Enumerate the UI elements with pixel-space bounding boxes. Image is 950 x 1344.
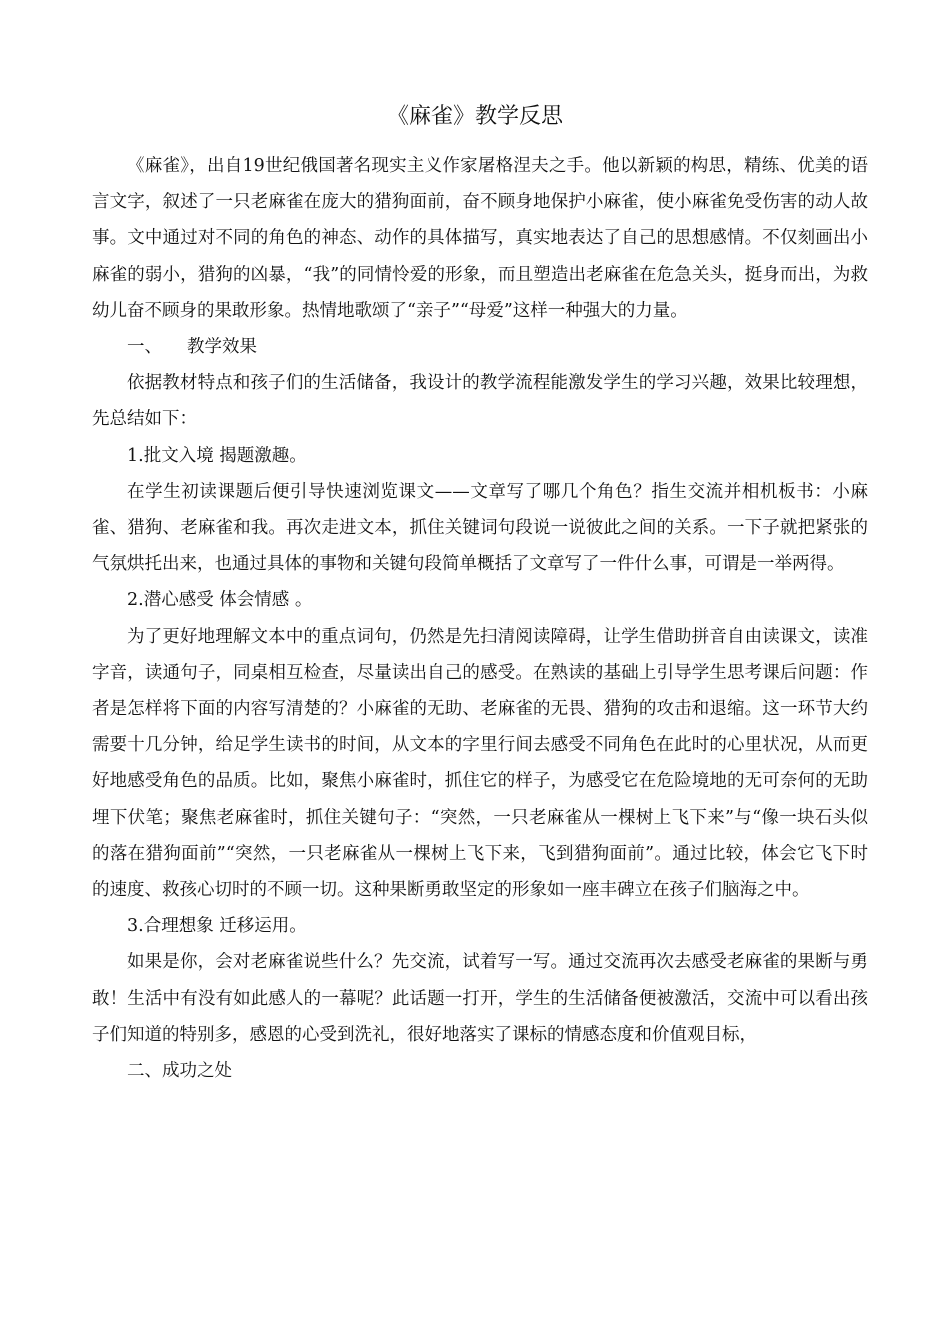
item-3-heading: 3.合理想象 迁移运用。 bbox=[127, 916, 307, 937]
item-2-heading: 2.潜心感受 体会情感 。 bbox=[127, 590, 313, 611]
item-1-paragraph: 在学生初读课题后便引导快速浏览课文——文章写了哪几个角色？指生交流并相机板书：小麻雀、猎狗、老麻雀和我。再次走进文本，抓住关键词句段说一说彼此之间的关系。一下子就把紧张的气氛烘托出来，也通过具体的事物和关键句段简单概括了文章写了一件什么事，可谓是一举两得。 bbox=[92, 481, 868, 575]
section-2-heading: 二、成功之处 bbox=[127, 1061, 232, 1082]
document-title: 《麻雀》教学反思 bbox=[386, 104, 563, 129]
document-body bbox=[92, 148, 868, 1089]
item-3-paragraph: 如果是你，会对老麻雀说些什么？先交流，试着写一写。通过交流再次去感受老麻雀的果断与勇敢！生活中有没有如此感人的一幕呢？此话题一打开，学生的生活储备便被激活，交流中可以看出孩子们知道的特别多，感恩的心受到洗礼，很好地落实了课标的情感态度和价值观目标， bbox=[92, 952, 868, 1045]
item-2-paragraph: 为了更好地理解文本中的重点词句，仍然是先扫清阅读障碍，让学生借助拼音自由读课文，读准字音，读通句子，同桌相互检查，尽量读出自己的感受。在熟读的基础上引导学生思考课后问题：作者是怎样将下面的内容写清楚的？小麻雀的无助、老麻雀的无畏、猎狗的攻击和退缩。这一环节大约需要十几分钟，给足学生读书的时间，从文本的字里行间去感受不同角色在此时的心里状况，从而更好地感受角色的品质。比如，聚焦小麻雀时，抓住它的样子，为感受它在危险境地的无可奈何的无助埋下伏笔；聚焦老麻雀时，抓住关键句子：“突然，一只老麻雀从一棵树上飞下来”与“像一块石头似的落在猎狗面前”“突然，一只老麻雀从一棵树上飞下来，飞到猎狗面前”。通过比较，体会它飞下时的速度、救孩心切时的不顾一切。这种果断勇敢坚定的形象如一座丰碑立在孩子们脑海之中。 bbox=[92, 626, 868, 901]
intro-paragraph: 《麻雀》，出自19世纪俄国著名现实主义作家屠格涅夫之手。他以新颖的构思，精练、优美的语言文字，叙述了一只老麻雀在庞大的猎狗面前，奋不顾身地保护小麻雀，使小麻雀免受伤害的动人故事。文中通过对不同的角色的神态、动作的具体描写，真实地表达了自己的思想感情。不仅刻画出小麻雀的弱小，猎狗的凶暴，“我”的同情怜爱的形象，而且塑造出老麻雀在危急关头，挺身而出，为救幼儿奋不顾身的果敢形象。热情地歌颂了“亲子”“母爱”这样一种强大的力量。 bbox=[92, 156, 868, 321]
section-1-title: 教学效果 bbox=[187, 337, 257, 358]
section-1-intro-paragraph: 依据教材特点和孩子们的生活储备，我设计的教学流程能激发学生的学习兴趣，效果比较理想，先总结如下： bbox=[92, 373, 868, 430]
section-1-heading bbox=[92, 329, 868, 365]
section-1-number: 一、 bbox=[127, 337, 162, 358]
item-1-heading: 1.批文入境 揭题激趣。 bbox=[127, 445, 307, 466]
